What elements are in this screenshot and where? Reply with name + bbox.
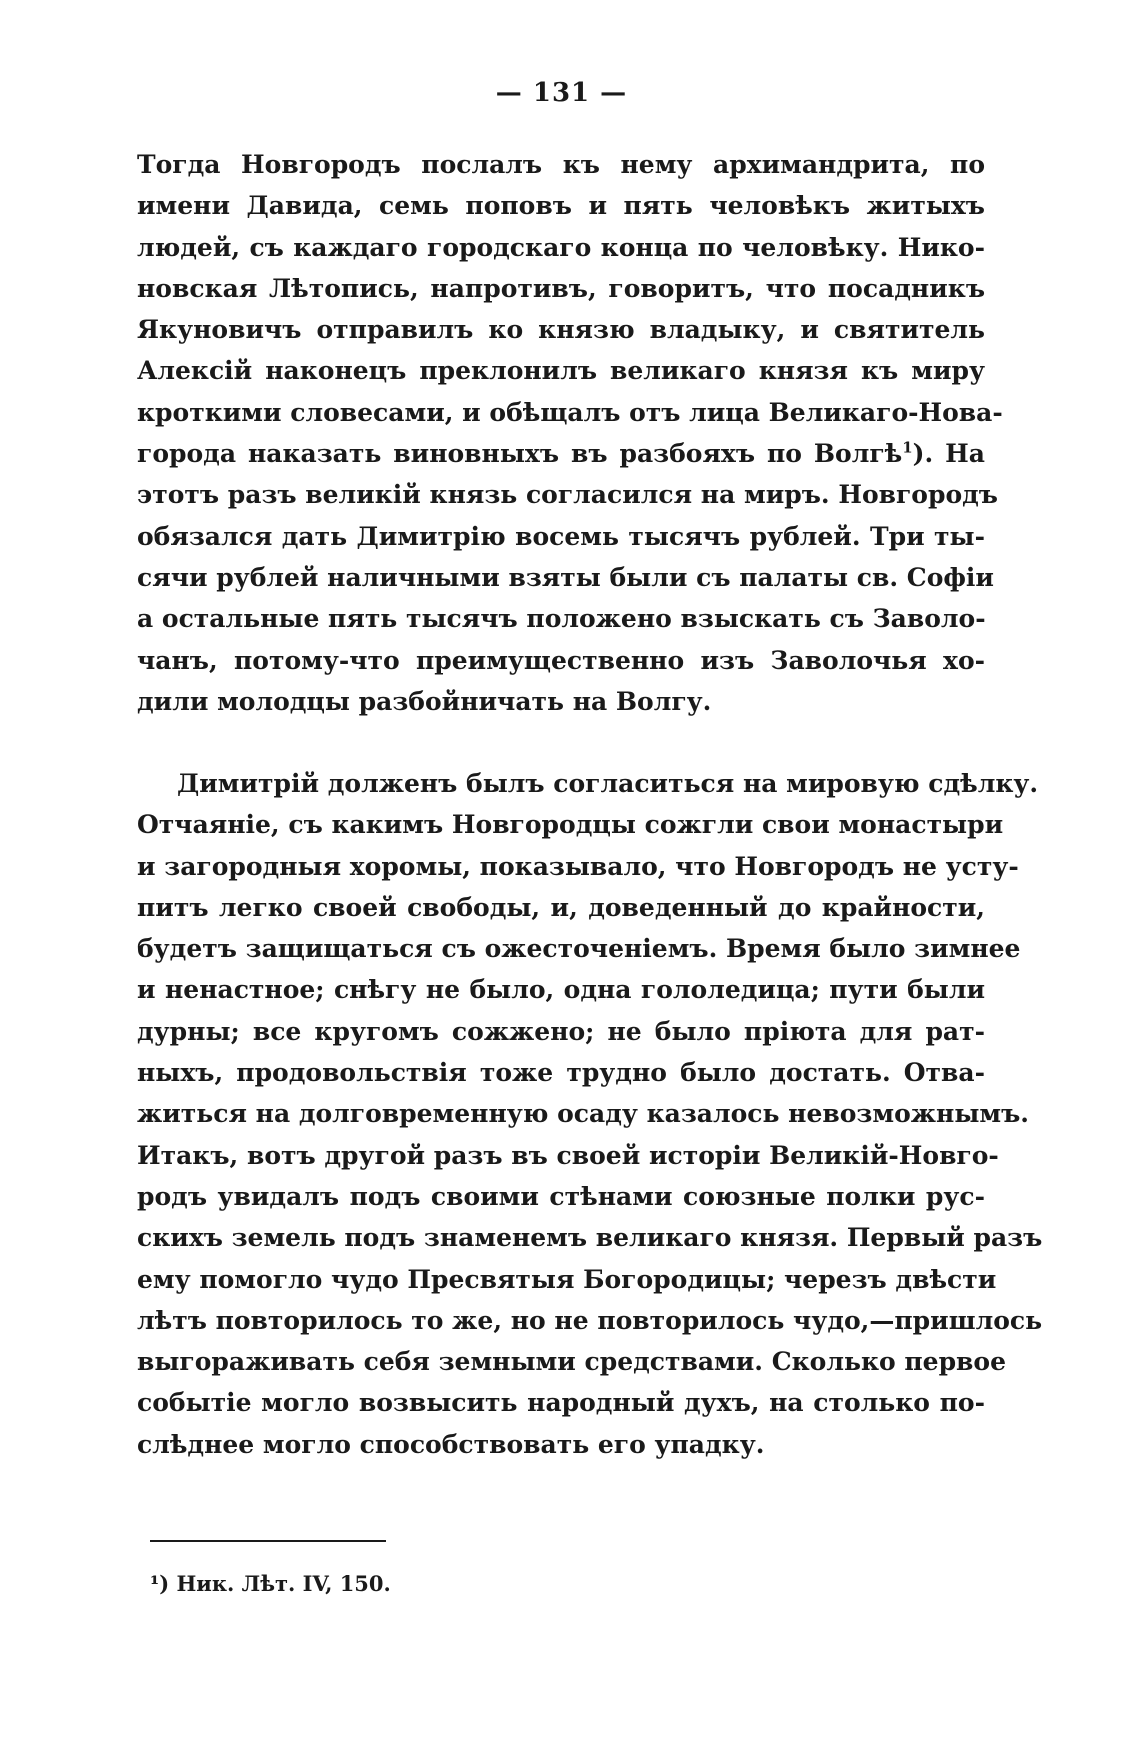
text-line: ему помогло чудо Пресвятыя Богородицы; черезъ двѣсти <box>137 1264 997 1294</box>
text-line: Отчаяніе, съ какимъ Новгородцы сожгли свои монастыри <box>137 810 1004 840</box>
text-line: дурны; все кругомъ сожжено; не было пріюта для рат- <box>137 1016 985 1046</box>
paragraph-1 <box>137 144 1003 722</box>
text-line: скихъ земель подъ знаменемъ великаго князя. Первый разъ <box>137 1223 1043 1253</box>
footnote-text: Ник. Лѣт. IV, 150. <box>176 1571 391 1596</box>
text-line: чанъ, потому-что преимущественно изъ Заволочья хо- <box>137 645 985 675</box>
text-line: Якуновичъ отправилъ ко князю владыку, и святитель <box>137 315 985 345</box>
footnote-marker: ¹) <box>150 1571 170 1596</box>
text-line: обязался дать Димитрію восемь тысячъ рублей. Три ты- <box>137 521 985 551</box>
text-line: лѣтъ повторилось то же, но не повторилось чудо,—пришлось <box>137 1305 1043 1335</box>
text-line: слѣднее могло способствовать его упадку. <box>137 1429 765 1459</box>
text-line: Алексій наконецъ преклонилъ великаго князя къ миру <box>137 356 985 386</box>
text-line: Димитрій долженъ былъ согласиться на мировую сдѣлку. <box>177 769 1039 798</box>
text-line: имени Давида, семь поповъ и пять человѣкъ житыхъ <box>137 191 985 221</box>
text-line: и загородныя хоромы, показывало, что Новгородъ не усту- <box>137 851 1019 881</box>
text-line: событіе могло возвысить народный духъ, на столько по- <box>137 1388 985 1418</box>
text-line: будетъ защищаться съ ожесточеніемъ. Время было зимнее <box>137 934 1021 964</box>
text-line: людей, съ каждаго городскаго конца по человѣку. Нико- <box>137 232 985 262</box>
text-line-with-footnote-ref <box>137 433 985 474</box>
text-line: сячи рублей наличными взяты были съ палаты св. Софіи <box>137 562 994 592</box>
text-line: Тогда Новгородъ послалъ къ нему архимандрита, по <box>137 150 985 179</box>
text-line-head: города наказать виновныхъ въ разбояхъ по Волгѣ <box>137 439 903 469</box>
text-line: выгораживать себя земными средствами. Сколько первое <box>137 1347 1007 1377</box>
paragraph-2 <box>137 763 1043 1465</box>
text-line: и ненастное; снѣгу не было, одна гололедица; пути были <box>137 975 985 1005</box>
text-line: питъ легко своей свободы, и, доведенный до крайности, <box>137 892 985 922</box>
text-line: житься на долговременную осаду казалось невозможнымъ. <box>137 1099 1029 1129</box>
text-line: дили молодцы разбойничать на Волгу. <box>137 686 712 716</box>
text-line: Итакъ, вотъ другой разъ въ своей исторіи Великій-Новго- <box>137 1140 999 1170</box>
text-line: родъ увидалъ подъ своими стѣнами союзные полки рус- <box>137 1181 985 1211</box>
text-line: ныхъ, продовольствія тоже трудно было достать. Отва- <box>137 1058 985 1088</box>
text-line: а остальные пять тысячъ положено взыскать съ Заволо- <box>137 604 986 634</box>
footnote <box>150 1571 391 1596</box>
text-line: новская Лѣтопись, напротивъ, говоритъ, что посадникъ <box>137 273 985 303</box>
text-line-tail: ). На <box>912 439 985 469</box>
text-line: этотъ разъ великій князь согласился на миръ. Новгородъ <box>137 480 998 510</box>
footnote-divider <box>150 1540 386 1542</box>
text-line: кроткими словесами, и обѣщалъ отъ лица Великаго-Нова- <box>137 397 1003 427</box>
page-number: — 131 — <box>495 78 628 108</box>
footnote-reference: 1 <box>902 438 913 457</box>
